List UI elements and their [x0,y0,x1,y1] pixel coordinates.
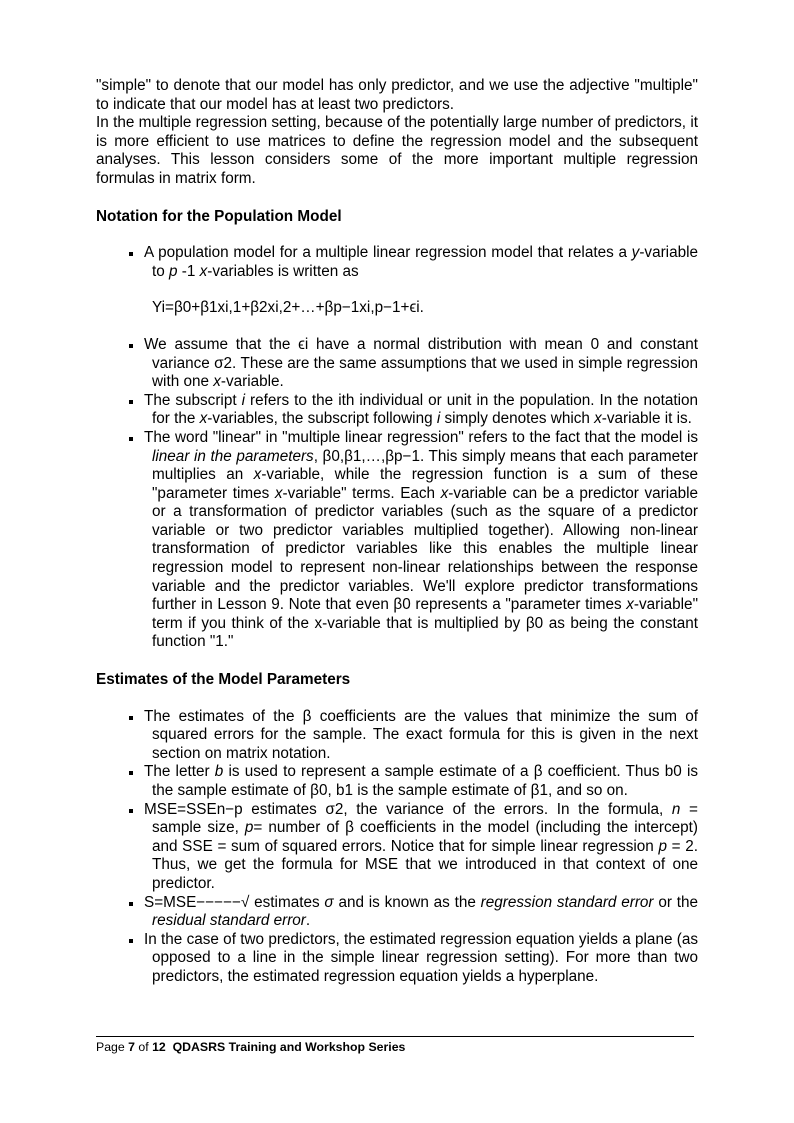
section-heading-estimates: Estimates of the Model Parameters [96,671,351,689]
list-item: The subscript i refers to the ith individual or unit in the population. In the notation for the x-variables, the subscript following i simply denotes which x-variable it is. [96,392,698,429]
intro-paragraph-1: "simple" to denote that our model has only predictor, and we use the adjective "multiple" to indicate that our model has at least two predictors. [96,77,698,113]
population-model-list [96,244,698,281]
bullet-icon [129,771,133,775]
footer-series-title: QDASRS Training and Workshop Series [172,1040,406,1054]
document-body [96,77,698,987]
footer-divider [96,1036,694,1037]
population-model-formula: Yi=β0+β1xi,1+β2xi,2+…+βp−1xi,p−1+ϵi. [152,299,424,317]
bullet-icon [129,939,133,943]
footer-page-number: 7 [128,1040,135,1054]
list-item: We assume that the ϵi have a normal distribution with mean 0 and constant variance σ2. These are the same assumptions that we used in simple regression with one x-variable. [96,336,698,392]
footer-page-total: 12 [152,1040,166,1054]
bullet-icon [129,400,133,404]
estimates-list [96,708,698,987]
footer-page-word: Page [96,1040,129,1054]
intro-paragraph-2: In the multiple regression setting, because of the potentially large number of predictors, it is more efficient to use matrices to define the regression model and the subsequent analyses. This lesson considers some of the more important multiple regression formulas in matrix form. [96,114,698,187]
section-heading-population-model: Notation for the Population Model [96,207,342,225]
list-item: The letter b is used to represent a sample estimate of a β coefficient. Thus b0 is the sample estimate of β0, b1 is the sample estimate of β1, and so on. [96,763,698,800]
population-model-list-continued [96,336,698,652]
bullet-icon [129,252,133,256]
list-item: The word "linear" in "multiple linear regression" refers to the fact that the model is linear in the parameters, β0,β1,…,βp−1. This simply means that each parameter multiplies an x-variable, while the regression function is a sum of these "parameter times x-variable" terms. Each x-variable can be a predictor variable or a transformation of predictor variables (such as the square of a predictor variable or two predictor variables multiplied together). Allowing non-linear transformation of predictor variables like this enables the multiple linear regression model to represent non-linear relationships between the response variable and the predictor variables. We'll explore predictor transformations further in Lesson 9. Note that even β0 represents a "parameter times x-variable" term if you think of the x-variable that is multiplied by β0 as being the constant function "1." [96,429,698,652]
bullet-icon [129,809,133,813]
list-item: S=MSE−−−−−√ estimates σ and is known as the regression standard error or the residual standard error. [96,894,698,931]
bullet-icon [129,716,133,720]
bullet-icon [129,902,133,906]
list-item: MSE=SSEn−p estimates σ2, the variance of the errors. In the formula, n = sample size, p= number of β coefficients in the model (including the intercept) and SSE = sum of squared errors. Notice that for simple linear regression p = 2. Thus, we get the formula for MSE that we introduced in that context of one predictor. [96,801,698,894]
bullet-icon [129,437,133,441]
list-item: The estimates of the β coefficients are the values that minimize the sum of squared errors for the sample. The exact formula for this is given in the next section on matrix notation. [96,708,698,764]
list-item: In the case of two predictors, the estimated regression equation yields a plane (as opposed to a line in the simple linear regression setting). For more than two predictors, the estimated regression equation yields a hyperplane. [96,931,698,987]
page-footer [96,1040,405,1054]
bullet-icon [129,344,133,348]
footer-of-word: of [134,1040,153,1054]
list-item: A population model for a multiple linear regression model that relates a y-variable to p -1 x-variables is written as [96,244,698,281]
